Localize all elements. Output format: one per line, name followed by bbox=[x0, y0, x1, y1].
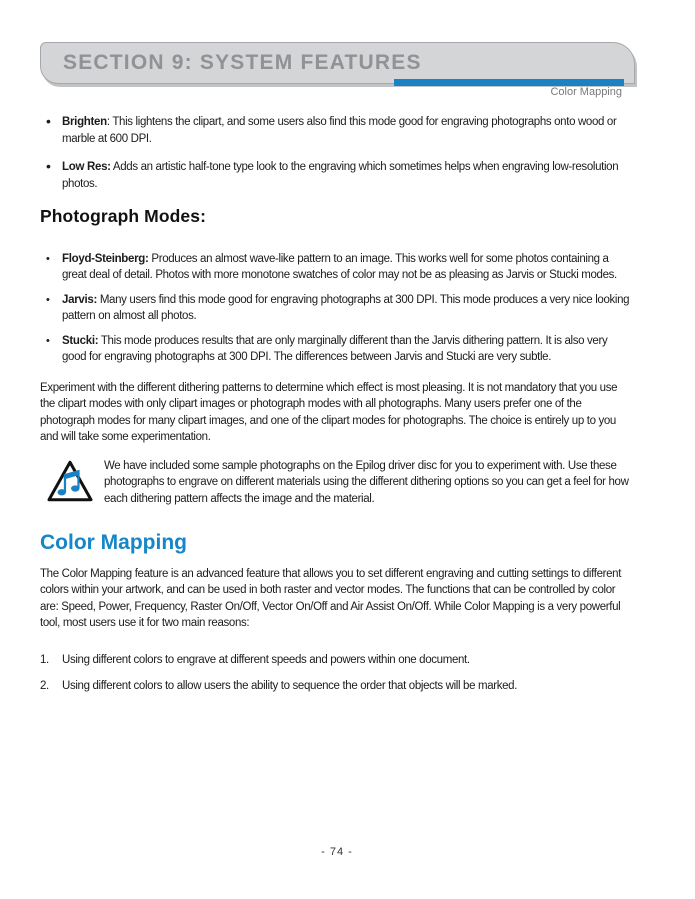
term-label: Stucki: bbox=[62, 334, 99, 347]
term-text: Produces an almost wave-like pattern to an image. This works well for some photos containing a great deal of detail. Photos with more monotone swatches of color may not be as pleasing as Jarvis or Stucki modes. bbox=[62, 252, 617, 281]
list-number: 2. bbox=[40, 680, 49, 692]
term-text: Many users find this mode good for engraving photographs at 300 DPI. This mode produces a very nice looking pattern on almost all photos. bbox=[62, 293, 630, 322]
section-title: SECTION 9: SYSTEM FEATURES bbox=[63, 51, 422, 74]
list-item bbox=[40, 114, 634, 147]
term-text: Adds an artistic half-tone type look to the engraving which sometimes helps when engraving low-resolution photos. bbox=[62, 161, 619, 190]
term-label: Low Res: bbox=[62, 161, 111, 173]
term-text: : This lightens the clipart, and some users also find this mode good for engraving photographs onto wood or marble at 600 DPI. bbox=[62, 116, 617, 145]
list-item bbox=[40, 678, 634, 695]
dithering-experiment-paragraph: Experiment with the different dithering patterns to determine which effect is most pleasing. It is not mandatory that you use the clipart modes with only clipart images or photograph modes with all photographs. Many users prefer one of the photograph modes for many clipart images, and one of the clipart modes for photographs. The choice is entirely up to you and will take some experimentation. bbox=[40, 381, 618, 443]
list-item bbox=[40, 333, 634, 366]
page-number: - 74 - bbox=[321, 846, 353, 858]
photograph-modes-list bbox=[40, 251, 634, 366]
header-context-label: Color Mapping bbox=[550, 86, 622, 98]
list-item bbox=[40, 652, 634, 669]
term-text: This mode produces results that are only marginally different than the Jarvis dithering pattern. It is also very good for engraving photographs at 300 DPI. The differences between Jarvis and Stucki are very subtle. bbox=[62, 334, 608, 363]
term-label: Jarvis: bbox=[62, 293, 97, 306]
note-callout bbox=[40, 458, 634, 510]
page-content bbox=[40, 106, 634, 705]
photograph-modes-heading: Photograph Modes: bbox=[40, 206, 206, 226]
clipart-modes-list bbox=[40, 114, 634, 192]
music-note-triangle-icon bbox=[46, 458, 94, 510]
note-text: We have included some sample photographs on the Epilog driver disc for you to experiment with. Use these photographs to engrave on different materials using the different dithering options so you can get a feel for how each dithering pattern affects the image and the material. bbox=[104, 459, 629, 505]
color-mapping-heading: Color Mapping bbox=[40, 531, 187, 554]
list-item bbox=[40, 292, 634, 325]
color-mapping-intro-paragraph: The Color Mapping feature is an advanced feature that allows you to set different engraving and cutting settings to different colors within your artwork, and can be used in both raster and vector modes. The functions that can be controlled by color are: Speed, Power, Frequency, Raster On/Off, Vector On/Off and Air Assist On/Off. While Color Mapping is a very powerful tool, most users use it for two main reasons: bbox=[40, 567, 622, 629]
list-number: 1. bbox=[40, 653, 49, 666]
color-mapping-reasons-list bbox=[40, 652, 634, 695]
list-item bbox=[40, 159, 634, 192]
list-item bbox=[40, 251, 634, 284]
term-label: Floyd-Steinberg: bbox=[62, 252, 149, 265]
header-accent-bar bbox=[394, 79, 624, 86]
term-label: Brighten bbox=[62, 116, 107, 128]
list-text: Using different colors to allow users the ability to sequence the order that objects will be marked. bbox=[62, 680, 518, 692]
list-text: Using different colors to engrave at different speeds and powers within one document. bbox=[62, 653, 470, 666]
section-header-banner bbox=[40, 42, 635, 84]
